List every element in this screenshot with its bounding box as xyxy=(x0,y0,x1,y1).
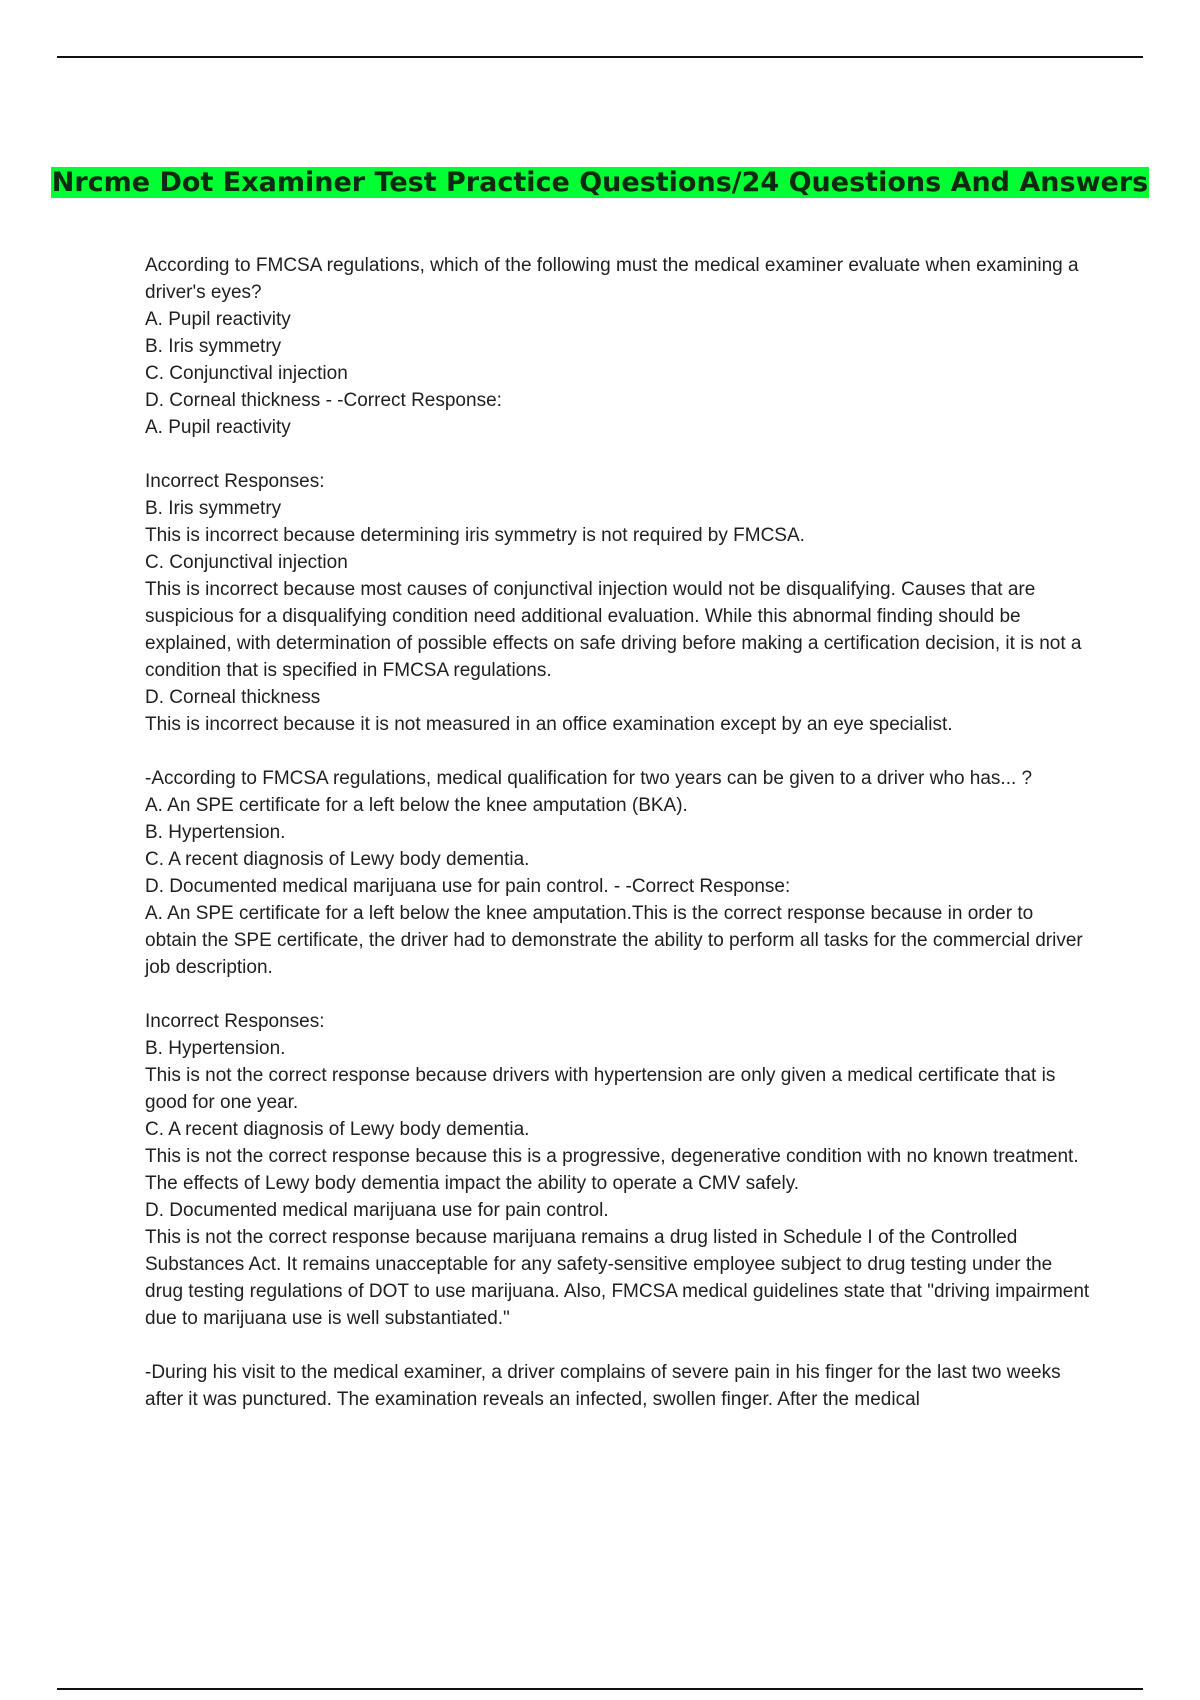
paragraph-gap xyxy=(145,1332,1090,1359)
answer-option: B. Hypertension. xyxy=(145,1038,286,1059)
paragraph-gap xyxy=(145,441,1090,468)
question-2 xyxy=(145,765,1090,981)
question-text: -According to FMCSA regulations, medical qualification for two years can be given to a driver who has... ? xyxy=(145,768,1033,789)
answer-option: C. Conjunctival injection xyxy=(145,552,348,573)
answer-option: A. An SPE certificate for a left below the knee amputation (BKA). xyxy=(145,795,688,816)
paragraph-gap xyxy=(145,738,1090,765)
question-text: -During his visit to the medical examiner, a driver complains of severe pain in his finger for the last two weeks after it was punctured. The examination reveals an infected, swollen finger. After the medical xyxy=(145,1362,1061,1410)
incorrect-responses-2 xyxy=(145,1008,1090,1332)
incorrect-responses-1 xyxy=(145,468,1090,738)
explanation-text: This is not the correct response because this is a progressive, degenerative condition with no known treatment. The effects of Lewy body dementia impact the ability to operate a CMV safely. xyxy=(145,1146,1079,1194)
explanation-text: This is not the correct response because drivers with hypertension are only given a medical certificate that is good for one year. xyxy=(145,1065,1056,1113)
footer-rule xyxy=(57,1688,1143,1690)
question-3 xyxy=(145,1359,1090,1413)
section-heading: Incorrect Responses: xyxy=(145,471,325,492)
answer-option: D. Corneal thickness xyxy=(145,687,321,708)
answer-option: C. A recent diagnosis of Lewy body dementia. xyxy=(145,849,530,870)
answer-option: A. Pupil reactivity xyxy=(145,309,291,330)
answer-option: B. Hypertension. xyxy=(145,822,286,843)
explanation-text: This is incorrect because most causes of conjunctival injection would not be disqualifying. Causes that are suspicious for a disqualifying condition need additional evaluation. While this abnormal finding should be explained, with determination of possible effects on safe driving before making a certification decision, it is not a condition that is specified in FMCSA regulations. xyxy=(145,579,1082,681)
explanation-text: This is not the correct response because marijuana remains a drug listed in Schedule I of the Controlled Substances Act. It remains unacceptable for any safety-sensitive employee subject to drug testing under the drug testing regulations of DOT to use marijuana. Also, FMCSA medical guidelines state that "driving impairment due to marijuana use is well substantiated." xyxy=(145,1227,1090,1329)
answer-option: D. Corneal thickness - -Correct Response: xyxy=(145,390,502,411)
answer-option: D. Documented medical marijuana use for pain control. xyxy=(145,1200,609,1221)
header-rule xyxy=(57,56,1143,58)
answer-option: D. Documented medical marijuana use for pain control. - -Correct Response: xyxy=(145,876,791,897)
document-title-text: Nrcme Dot Examiner Test Practice Questions/24 Questions And Answers xyxy=(51,167,1149,199)
correct-response: A. Pupil reactivity xyxy=(145,417,291,438)
answer-option: C. A recent diagnosis of Lewy body dementia. xyxy=(145,1119,530,1140)
document-body xyxy=(145,252,1090,1413)
explanation-text: This is incorrect because it is not measured in an office examination except by an eye specialist. xyxy=(145,714,953,735)
explanation-text: This is incorrect because determining iris symmetry is not required by FMCSA. xyxy=(145,525,805,546)
question-text: According to FMCSA regulations, which of the following must the medical examiner evaluate when examining a driver's eyes? xyxy=(145,255,1079,303)
section-heading: Incorrect Responses: xyxy=(145,1011,325,1032)
question-1 xyxy=(145,252,1090,441)
answer-option: C. Conjunctival injection xyxy=(145,363,348,384)
document-title xyxy=(0,163,1200,203)
answer-option: B. Iris symmetry xyxy=(145,336,282,357)
answer-option: B. Iris symmetry xyxy=(145,498,282,519)
correct-response: A. An SPE certificate for a left below the knee amputation.This is the correct response because in order to obtain the SPE certificate, the driver had to demonstrate the ability to perform all tasks for the commercial driver job description. xyxy=(145,903,1083,978)
paragraph-gap xyxy=(145,981,1090,1008)
